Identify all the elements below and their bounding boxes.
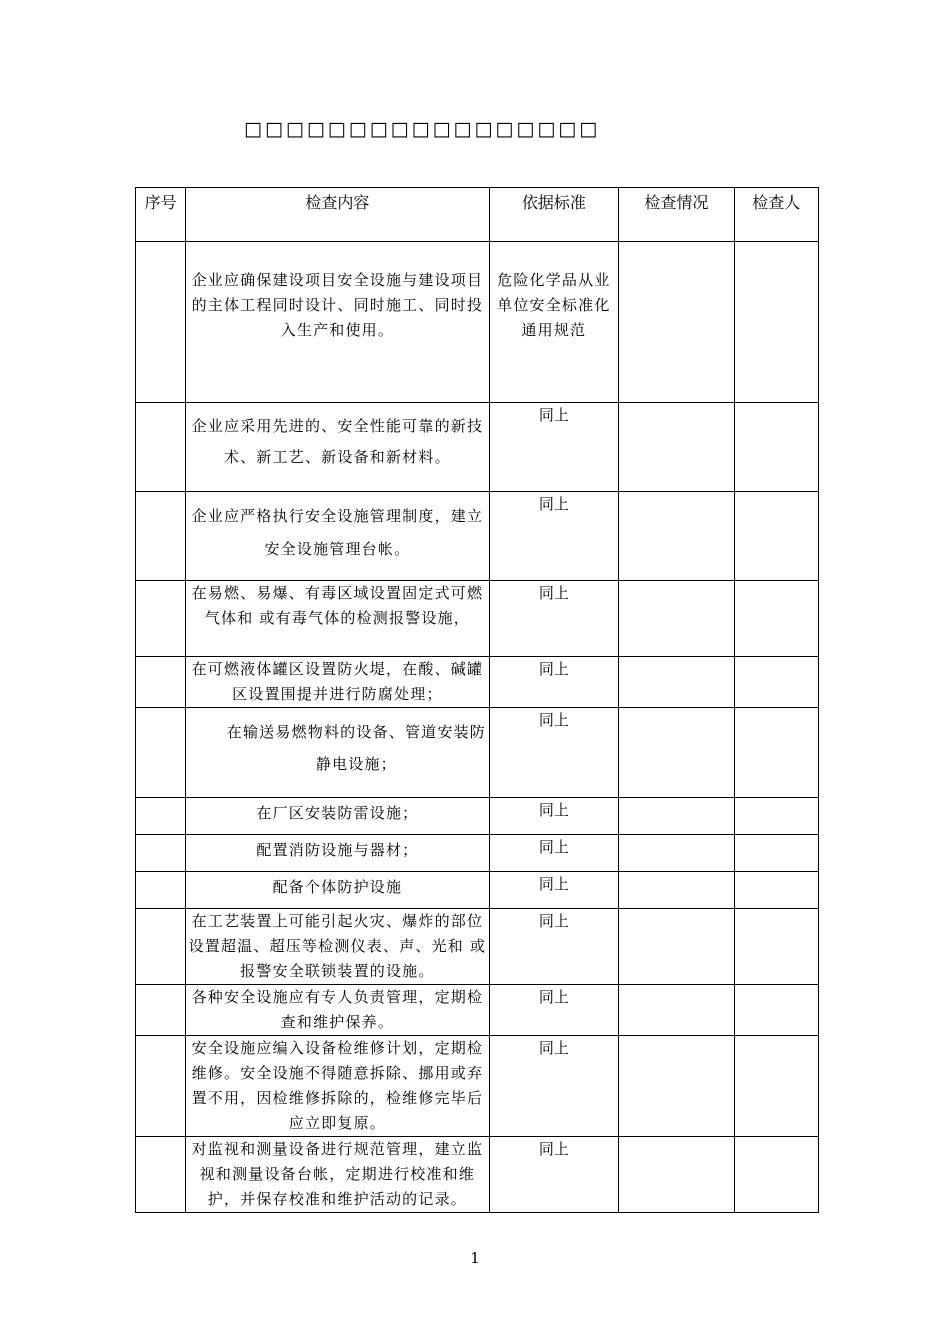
situation-cell[interactable] xyxy=(619,1137,735,1213)
header-standard: 依据标准 xyxy=(489,188,619,242)
content-cell: 对监视和测量设备进行规范管理，建立监视和测量设备台帐，定期进行校准和维护，并保存校准和维护活动的记录。 xyxy=(186,1137,489,1213)
situation-cell[interactable] xyxy=(619,985,735,1036)
row-index-cell xyxy=(136,403,186,492)
table-row xyxy=(136,581,819,657)
standard-cell: 同上 xyxy=(489,1137,619,1213)
row-index-cell xyxy=(136,242,186,403)
inspector-cell[interactable] xyxy=(734,242,818,403)
content-cell: 企业应严格执行安全设施管理制度，建立安全设施管理台帐。 xyxy=(186,492,489,581)
content-cell: 企业应采用先进的、安全性能可靠的新技术、新工艺、新设备和新材料。 xyxy=(186,403,489,492)
row-index-cell xyxy=(136,708,186,798)
standard-cell: 同上 xyxy=(489,492,619,581)
inspector-cell[interactable] xyxy=(734,1137,818,1213)
table-row xyxy=(136,1137,819,1213)
standard-cell: 同上 xyxy=(489,657,619,708)
content-cell: 在工艺装置上可能引起火灾、爆炸的部位设置超温、超压等检测仪表、声、光和 或报警安全联锁装置的设施。 xyxy=(186,909,489,985)
inspector-cell[interactable] xyxy=(734,492,818,581)
situation-cell[interactable] xyxy=(619,708,735,798)
table-row xyxy=(136,909,819,985)
inspector-cell[interactable] xyxy=(734,909,818,985)
table-row xyxy=(136,657,819,708)
standard-cell: 同上 xyxy=(489,872,619,909)
situation-cell[interactable] xyxy=(619,657,735,708)
situation-cell[interactable] xyxy=(619,835,735,872)
content-cell: 配置消防设施与器材； xyxy=(186,835,489,872)
table-row xyxy=(136,708,819,798)
inspector-cell[interactable] xyxy=(734,872,818,909)
row-index-cell xyxy=(136,492,186,581)
inspector-cell[interactable] xyxy=(734,657,818,708)
table-row xyxy=(136,403,819,492)
inspector-cell[interactable] xyxy=(734,1036,818,1137)
inspector-cell[interactable] xyxy=(734,708,818,798)
standard-cell: 危险化学品从业单位安全标准化通用规范 xyxy=(489,242,619,403)
table-row xyxy=(136,985,819,1036)
header-index: 序号 xyxy=(136,188,186,242)
inspector-cell[interactable] xyxy=(734,985,818,1036)
content-cell: 企业应确保建设项目安全设施与建设项目的主体工程同时设计、同时施工、同时投入生产和使用。 xyxy=(186,242,489,403)
document-title: □□□□□□□□□□□□□□□□□ xyxy=(244,118,601,140)
content-cell: 在厂区安装防雷设施； xyxy=(186,798,489,835)
standard-cell: 同上 xyxy=(489,1036,619,1137)
standard-cell: 同上 xyxy=(489,798,619,835)
table-row xyxy=(136,242,819,403)
row-index-cell xyxy=(136,1137,186,1213)
page-number: 1 xyxy=(470,1249,480,1267)
standard-cell: 同上 xyxy=(489,708,619,798)
situation-cell[interactable] xyxy=(619,798,735,835)
header-content: 检查内容 xyxy=(186,188,489,242)
content-cell: 在易燃、易爆、有毒区域设置固定式可燃气体和 或有毒气体的检测报警设施， xyxy=(186,581,489,657)
situation-cell[interactable] xyxy=(619,492,735,581)
content-cell: 在可燃液体罐区设置防火堤，在酸、碱罐区设置围提并进行防腐处理； xyxy=(186,657,489,708)
header-inspector: 检查人 xyxy=(734,188,818,242)
content-cell: 在输送易燃物料的设备、管道安装防静电设施； xyxy=(186,708,489,798)
row-index-cell xyxy=(136,581,186,657)
content-cell: 各种安全设施应有专人负责管理，定期检查和维护保养。 xyxy=(186,985,489,1036)
situation-cell[interactable] xyxy=(619,581,735,657)
situation-cell[interactable] xyxy=(619,872,735,909)
table-row xyxy=(136,835,819,872)
row-index-cell xyxy=(136,985,186,1036)
header-situation: 检查情况 xyxy=(619,188,735,242)
standard-cell: 同上 xyxy=(489,403,619,492)
situation-cell[interactable] xyxy=(619,1036,735,1137)
row-index-cell xyxy=(136,909,186,985)
standard-cell: 同上 xyxy=(489,909,619,985)
inspector-cell[interactable] xyxy=(734,798,818,835)
inspector-cell[interactable] xyxy=(734,581,818,657)
standard-cell: 同上 xyxy=(489,985,619,1036)
standard-cell: 同上 xyxy=(489,581,619,657)
row-index-cell xyxy=(136,657,186,708)
situation-cell[interactable] xyxy=(619,403,735,492)
table-row xyxy=(136,798,819,835)
situation-cell[interactable] xyxy=(619,242,735,403)
table-row xyxy=(136,1036,819,1137)
content-cell: 安全设施应编入设备检维修计划，定期检维修。安全设施不得随意拆除、挪用或弃置不用，因检维修拆除的，检维修完毕后应立即复原。 xyxy=(186,1036,489,1137)
table-row xyxy=(136,492,819,581)
content-cell: 配备个体防护设施 xyxy=(186,872,489,909)
row-index-cell xyxy=(136,1036,186,1137)
table-row xyxy=(136,872,819,909)
row-index-cell xyxy=(136,835,186,872)
row-index-cell xyxy=(136,798,186,835)
situation-cell[interactable] xyxy=(619,909,735,985)
inspector-cell[interactable] xyxy=(734,403,818,492)
standard-cell: 同上 xyxy=(489,835,619,872)
inspector-cell[interactable] xyxy=(734,835,818,872)
table-header-row xyxy=(136,188,819,242)
inspection-table xyxy=(135,187,819,1213)
row-index-cell xyxy=(136,872,186,909)
